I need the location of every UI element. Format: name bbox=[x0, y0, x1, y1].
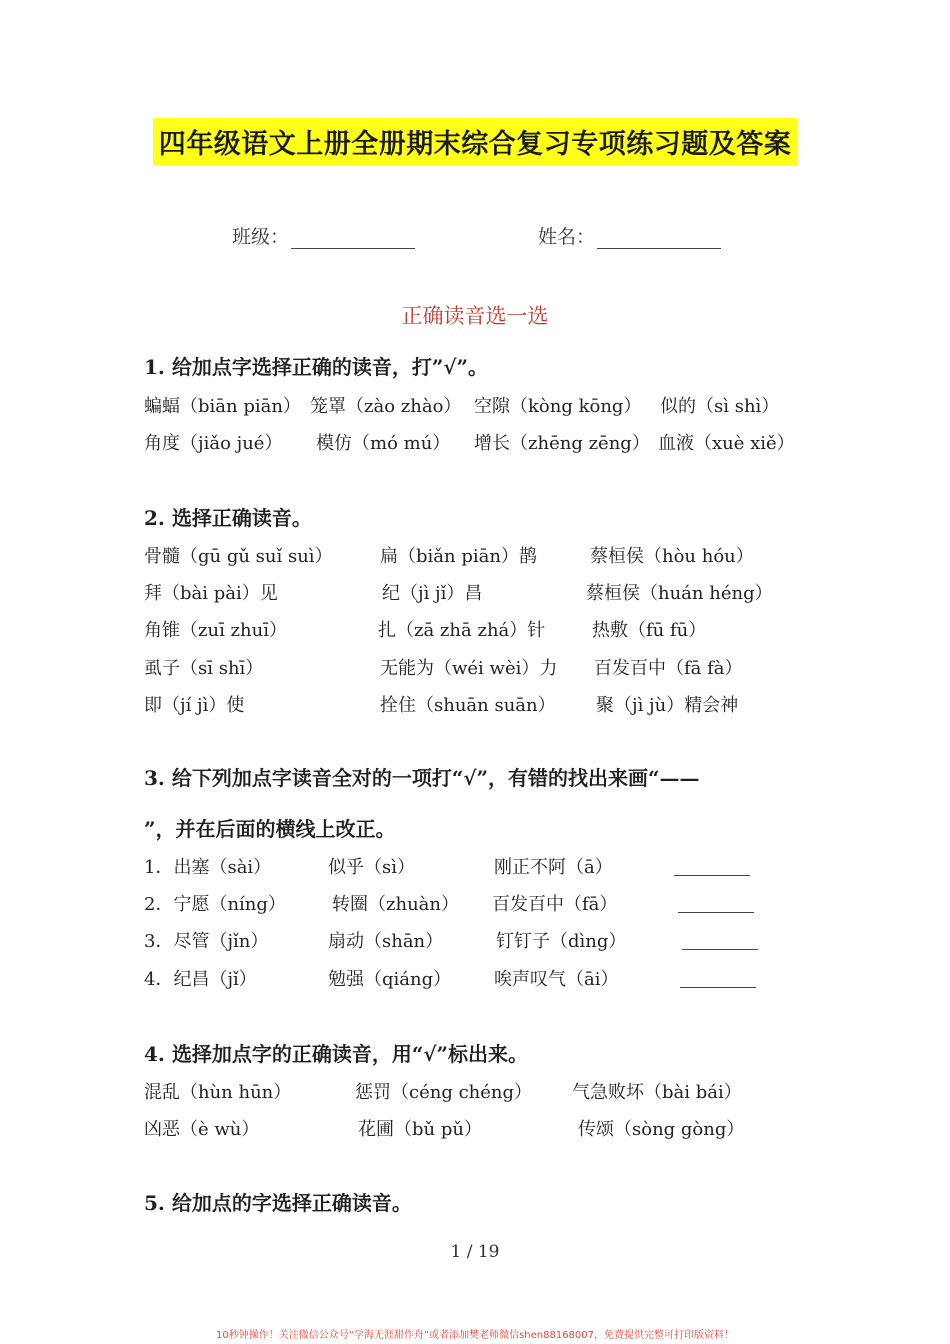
q1-item: 增长（zhēng zēng） bbox=[474, 433, 650, 454]
q2-item: 热敷（fū fū） bbox=[592, 620, 707, 641]
q3-answer-blank[interactable] bbox=[674, 857, 750, 876]
q2-item: 蔡桓侯（hòu hóu） bbox=[590, 546, 754, 567]
q1-item: 蝙蝠（biān piān） bbox=[144, 396, 301, 417]
q3-answer-blank[interactable] bbox=[680, 969, 756, 988]
q3-row bbox=[0, 965, 950, 995]
q2-row bbox=[0, 654, 950, 684]
name-blank[interactable] bbox=[597, 230, 721, 249]
q2-item: 蔡桓侯（huán héng） bbox=[586, 583, 773, 604]
promo-notice: 10秒钟操作！关注微信公众号“学海无涯甜作舟”或者添加樊老师微信shen88168007，免费提供完整可打印版资料！ bbox=[215, 1330, 735, 1341]
q3-item: 百发百中（fā） bbox=[492, 894, 618, 915]
q2-item: 聚（jì jù）精会神 bbox=[596, 695, 739, 716]
q2-item: 无能为（wéi wèi）力 bbox=[380, 658, 558, 679]
q4-row bbox=[0, 1078, 950, 1108]
q1-item: 角度（jiǎo jué） bbox=[144, 433, 283, 454]
q2-item: 虱子（sī shī） bbox=[144, 658, 264, 679]
q3-answer-blank[interactable] bbox=[678, 894, 754, 913]
q3-answer-blank[interactable] bbox=[682, 931, 758, 950]
q2-item: 扁（biǎn piān）鹊 bbox=[380, 546, 537, 567]
q4-item: 气急败坏（bài bái） bbox=[572, 1082, 742, 1103]
q2-row bbox=[0, 616, 950, 646]
section-title: 正确读音选一选 bbox=[401, 304, 549, 328]
q1-row bbox=[0, 392, 950, 422]
q3-row bbox=[0, 890, 950, 920]
q2-item: 角锥（zuī zhuī） bbox=[144, 620, 287, 641]
q4-item: 混乱（hùn hūn） bbox=[144, 1082, 292, 1103]
page-title: 四年级语文上册全册期末综合复习专项练习题及答案 bbox=[153, 118, 798, 165]
name-field bbox=[538, 222, 721, 249]
q2-row bbox=[0, 542, 950, 572]
question-2-heading: 2. 选择正确读音。 bbox=[144, 506, 312, 530]
question-4-heading: 4. 选择加点字的正确读音，用“√”标出来。 bbox=[144, 1042, 528, 1066]
q2-item: 即（jí jì）使 bbox=[144, 695, 245, 716]
class-blank[interactable] bbox=[291, 230, 415, 249]
q3-item: 转圈（zhuàn） bbox=[332, 894, 459, 915]
q2-item: 百发百中（fā fà） bbox=[594, 658, 743, 679]
class-label: 班级： bbox=[232, 226, 290, 248]
q4-item: 惩罚（céng chéng） bbox=[355, 1082, 533, 1103]
q4-row bbox=[0, 1115, 950, 1145]
q3-row bbox=[0, 927, 950, 957]
q3-item: 钉钉子（dìng） bbox=[496, 931, 627, 952]
q2-item: 拴住（shuān suān） bbox=[380, 695, 556, 716]
title-container bbox=[0, 118, 950, 165]
q3-item: 似乎（sì） bbox=[328, 857, 415, 878]
q3-item: 1．出塞（sài） bbox=[144, 857, 272, 878]
q3-item: 勉强（qiáng） bbox=[328, 969, 452, 990]
q4-item: 花圃（bǔ pǔ） bbox=[358, 1119, 482, 1140]
q4-item: 凶恶（è wù） bbox=[144, 1119, 260, 1140]
q1-item: 笼罩（zào zhào） bbox=[310, 396, 462, 417]
name-label: 姓名： bbox=[538, 226, 596, 248]
q1-item: 血液（xuè xiě） bbox=[658, 433, 795, 454]
q3-item: 3．尽管（jǐn） bbox=[144, 931, 269, 952]
q2-item: 扎（zā zhā zhá）针 bbox=[378, 620, 546, 641]
question-3-heading-line2: ”，并在后面的横线上改正。 bbox=[144, 817, 396, 841]
q3-item: 唉声叹气（āi） bbox=[494, 969, 619, 990]
q2-item: 纪（jì jǐ）昌 bbox=[382, 583, 483, 604]
class-field bbox=[232, 222, 415, 249]
q3-item: 4．纪昌（jǐ） bbox=[144, 969, 257, 990]
q2-row bbox=[0, 579, 950, 609]
q2-item: 拜（bài pài）见 bbox=[144, 583, 278, 604]
q4-item: 传颂（sòng gòng） bbox=[578, 1119, 745, 1140]
question-1-heading: 1. 给加点字选择正确的读音，打”√”。 bbox=[144, 355, 488, 379]
q3-item: 2．宁愿（níng） bbox=[144, 894, 286, 915]
question-3-heading-line1: 3. 给下列加点字读音全对的一项打“√”，有错的找出来画“—— bbox=[144, 766, 700, 790]
q1-item: 模仿（mó mú） bbox=[316, 433, 451, 454]
q1-item: 空隙（kòng kōng） bbox=[474, 396, 642, 417]
q3-item: 刚正不阿（ā） bbox=[494, 857, 613, 878]
q2-row bbox=[0, 691, 950, 721]
q3-row bbox=[0, 853, 950, 883]
q1-row bbox=[0, 429, 950, 459]
q2-item: 骨髓（gū gǔ suǐ suì） bbox=[144, 546, 333, 567]
page-number: 1 / 19 bbox=[450, 1242, 500, 1262]
question-5-heading: 5. 给加点的字选择正确读音。 bbox=[144, 1191, 412, 1215]
q1-item: 似的（sì shì） bbox=[660, 396, 780, 417]
q3-item: 扇动（shān） bbox=[328, 931, 444, 952]
